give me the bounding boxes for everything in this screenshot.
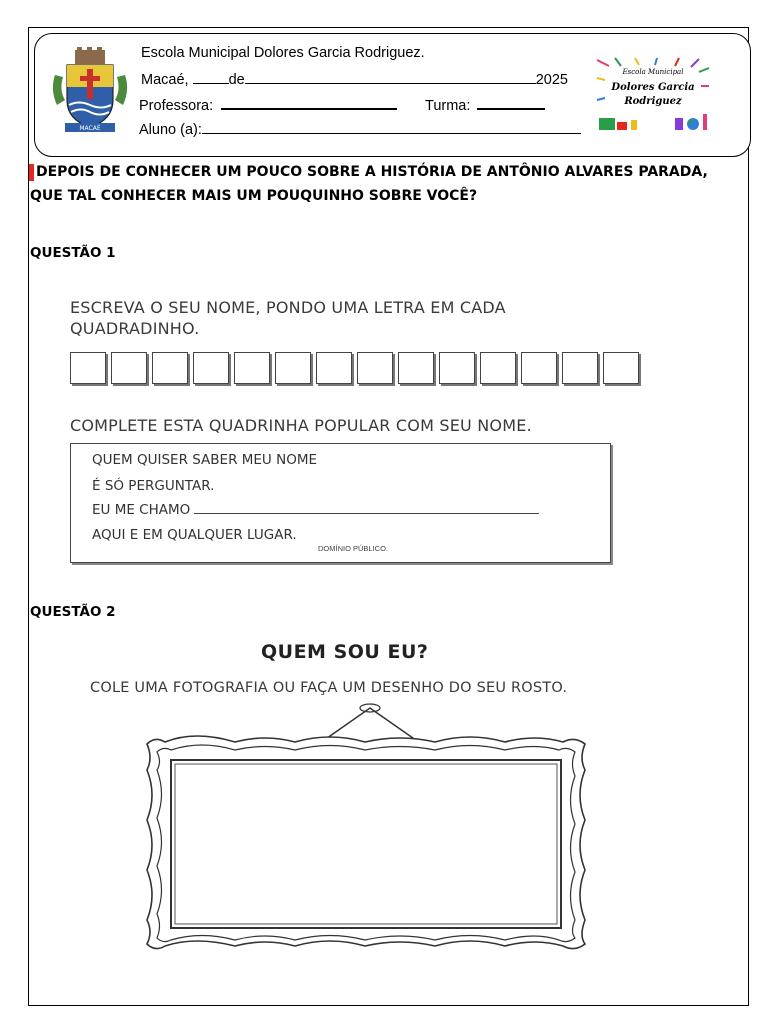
poem-credit: DOMÍNIO PÚBLICO. [318, 544, 389, 553]
logo-text-3: Rodriguez [624, 96, 682, 107]
date-line [141, 69, 568, 89]
letter-box[interactable] [439, 352, 475, 384]
letter-box[interactable] [562, 352, 598, 384]
letter-box[interactable] [603, 352, 639, 384]
logo-text-1: Escola Municipal [622, 68, 684, 76]
year-label: 2025 [535, 72, 568, 88]
question-2-title: QUESTÃO 2 [30, 604, 116, 620]
poem-line-2: É SÓ PERGUNTAR. [92, 478, 215, 494]
de-label: de [228, 72, 245, 88]
class-label: Turma: [425, 98, 471, 114]
poem-instruction: COMPLETE ESTA QUADRINHA POPULAR COM SEU NOME. [70, 416, 532, 435]
student-blank[interactable] [202, 119, 581, 134]
letter-box[interactable] [111, 352, 147, 384]
letter-box[interactable] [152, 352, 188, 384]
name-letter-boxes [70, 352, 639, 384]
school-logo [595, 56, 711, 134]
city-crest-icon [45, 45, 135, 135]
class-line [425, 94, 545, 115]
letter-box[interactable] [480, 352, 516, 384]
poem-line-4: AQUI E EM QUALQUER LUGAR. [92, 527, 297, 543]
letter-box[interactable] [398, 352, 434, 384]
letter-box[interactable] [193, 352, 229, 384]
letter-box[interactable] [316, 352, 352, 384]
poem-line-3 [92, 502, 539, 518]
poem-line-3-text: EU ME CHAMO [92, 502, 191, 518]
picture-frame[interactable] [135, 700, 595, 950]
letter-box[interactable] [275, 352, 311, 384]
month-blank[interactable] [245, 69, 536, 84]
city-label: Macaé, [141, 72, 189, 88]
poem-line-1: QUEM QUISER SABER MEU NOME [92, 452, 318, 468]
class-blank[interactable] [477, 94, 545, 110]
who-am-i-heading: QUEM SOU EU? [261, 641, 429, 663]
teacher-line [139, 94, 397, 115]
day-blank[interactable] [193, 69, 229, 84]
teacher-blank[interactable] [221, 94, 397, 110]
school-name: Escola Municipal Dolores Garcia Rodriguez. [141, 45, 425, 61]
letter-box[interactable] [357, 352, 393, 384]
student-line [139, 119, 581, 139]
logo-text-2: Dolores Garcia [611, 82, 695, 93]
photo-instruction: COLE UMA FOTOGRAFIA OU FAÇA UM DESENHO DO SEU ROSTO. [90, 680, 568, 696]
student-label: Aluno (a): [139, 122, 202, 138]
crest-text: MACAÉ [79, 125, 101, 132]
poem-name-blank[interactable] [194, 513, 539, 514]
letter-box[interactable] [70, 352, 106, 384]
intro-text: DEPOIS DE CONHECER UM POUCO SOBRE A HISTÓRIA DE ANTÔNIO ALVARES PARADA, QUE TAL CONHECER MAIS UM POUQUINHO SOBRE VOCÊ? [30, 164, 708, 204]
question-1-title: QUESTÃO 1 [30, 245, 116, 261]
teacher-label: Professora: [139, 98, 214, 114]
letter-box[interactable] [521, 352, 557, 384]
letter-box[interactable] [234, 352, 270, 384]
name-instruction-line-2: QUADRADINHO. [70, 319, 200, 338]
name-instruction-line-1: ESCREVA O SEU NOME, PONDO UMA LETRA EM CADA [70, 298, 506, 317]
